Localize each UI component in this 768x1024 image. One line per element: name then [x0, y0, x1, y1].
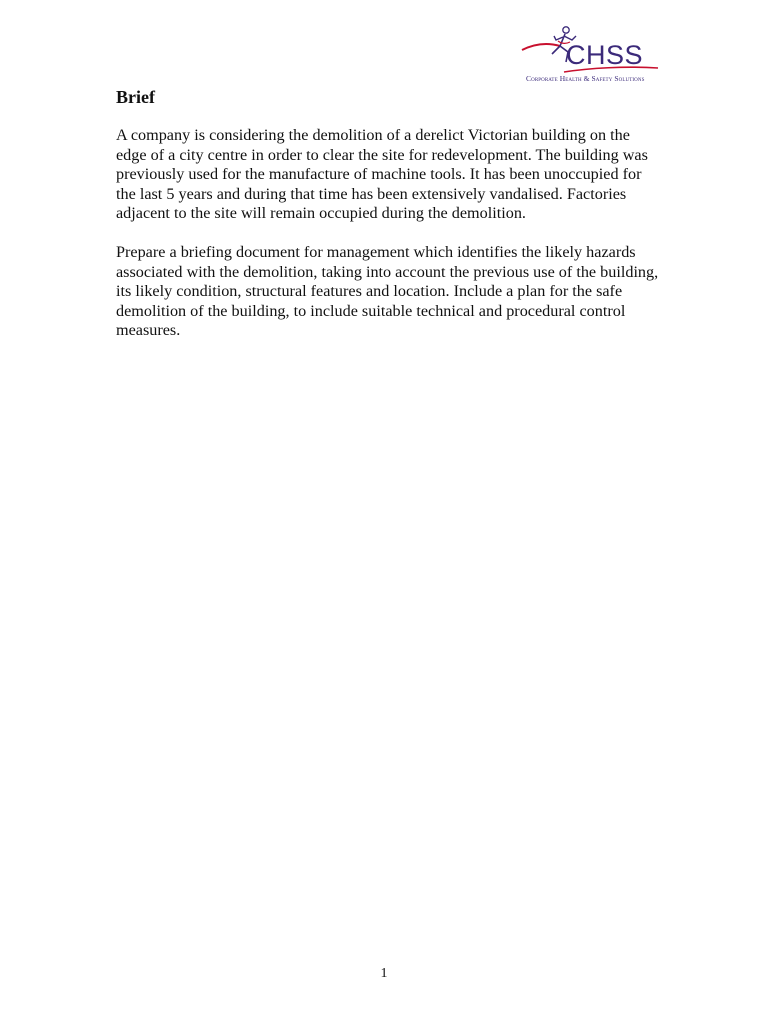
- document-title: Brief: [116, 87, 155, 107]
- paragraph-scenario: A company is considering the demolition of a derelict Victorian building on the edge of a city centre in order to clear the site for redevelopment. The building was previously used for the manufacture of machine tools. It has been unoccupied for the last 5 years and during that time has been extensively vandalised. Factories adjacent to the site will remain occupied during the demolition.: [116, 126, 648, 223]
- chss-logo: [520, 22, 662, 86]
- paragraph-task: Prepare a briefing document for management which identifies the likely hazards associated with the demolition, taking into account the previous use of the building, its likely condition, structural features and location. Include a plan for the safe demolition of the building, to include suitable technical and procedural control measures.: [116, 242, 659, 340]
- page-number: 1: [380, 966, 388, 981]
- logo-wordmark: CHSS: [566, 40, 644, 70]
- logo-tagline: Corporate Health & Safety Solutions: [526, 74, 645, 83]
- document-body: [116, 86, 662, 360]
